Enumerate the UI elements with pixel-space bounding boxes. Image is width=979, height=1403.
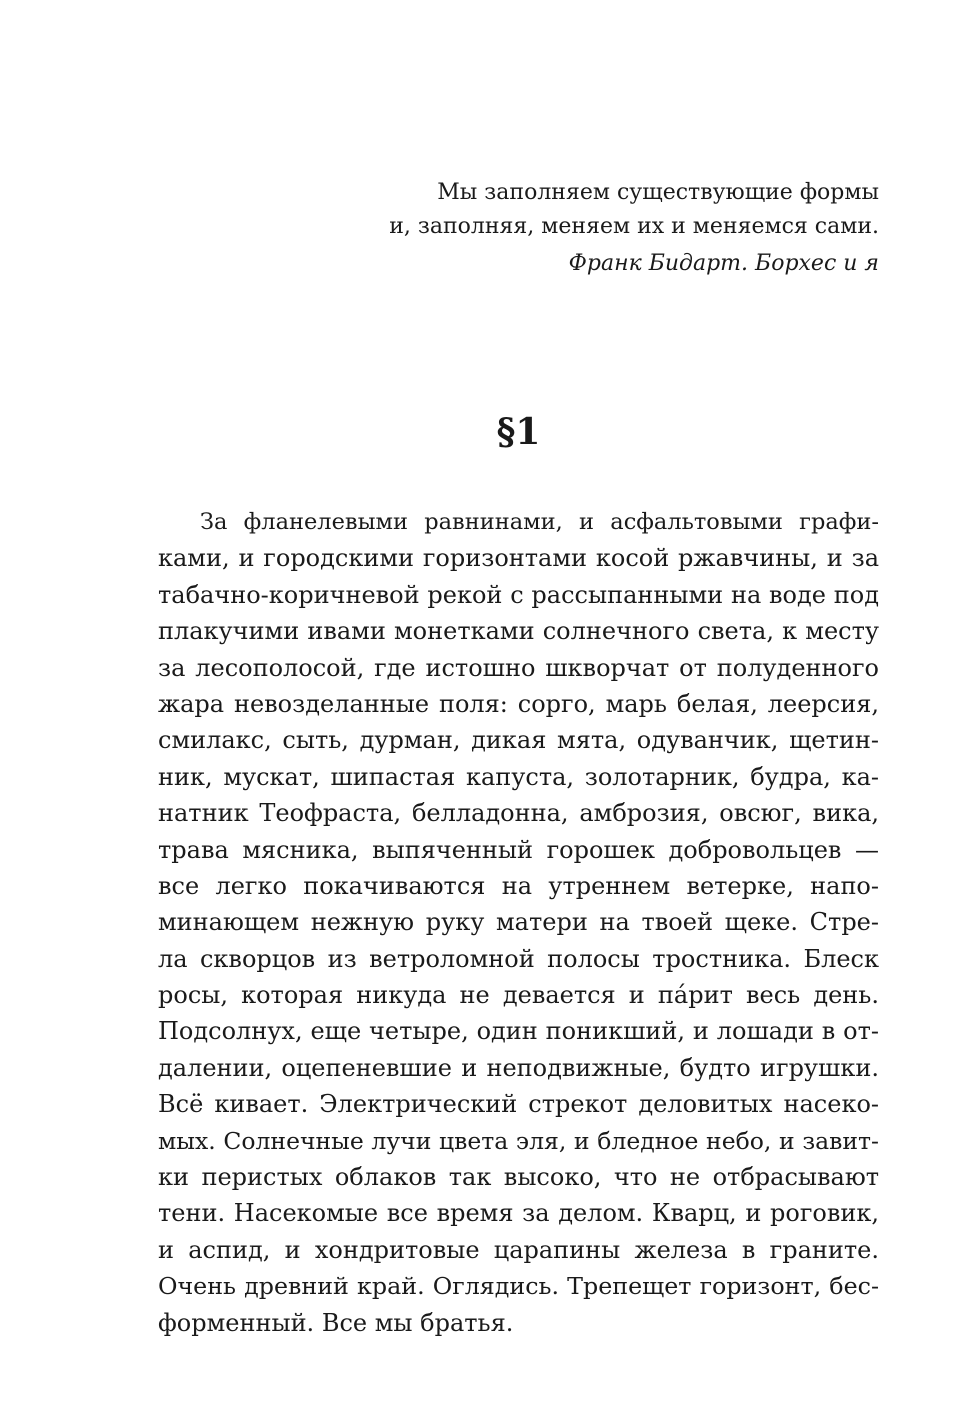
text-line: ник, мускат, шипастая капуста, золотарник, будра, ка-	[158, 762, 879, 791]
text-line: Очень древний край. Оглядись. Трепещет горизонт, бес-	[158, 1272, 879, 1301]
text-line: трава мясника, выпяченный горошек добровольцев —	[158, 835, 879, 864]
text-line: За фланелевыми равнинами, и асфальтовыми графи-	[200, 509, 879, 535]
text-line: смилакс, сыть, дурман, дикая мята, одуванчик, щетин-	[158, 726, 879, 755]
text-line: ками, и городскими горизонтами косой ржавчины, и за	[158, 544, 879, 573]
text-line: тени. Насекомые все время за делом. Кварц, и роговик,	[158, 1199, 879, 1228]
text-line: все легко покачиваются на утреннем ветерке, напо-	[158, 871, 879, 900]
epigraph	[389, 176, 879, 281]
text-line: ки перистых облаков так высоко, что не отбрасывают	[158, 1163, 879, 1192]
text-line: за лесополосой, где истошно шкворчат от полуденного	[158, 653, 879, 682]
epigraph-line: Мы заполняем существующие формы	[437, 180, 879, 205]
epigraph-line: и, заполняя, меняем их и меняемся сами.	[389, 214, 879, 239]
text-line: мых. Солнечные лучи цвета эля, и бледное небо, и завит-	[158, 1126, 879, 1155]
text-line: плакучими ивами монетками солнечного света, к месту	[158, 617, 879, 646]
text-line: далении, оцепеневшие и неподвижные, будто игрушки.	[158, 1053, 879, 1082]
section-title: §1	[496, 411, 541, 453]
text-line: ла скворцов из ветроломной полосы тростника. Блеск	[158, 944, 879, 973]
text-line: Подсолнух, еще четыре, один поникший, и лошади в от-	[158, 1017, 879, 1046]
text-line: табачно-коричневой рекой с рассыпанными на воде под	[158, 580, 879, 609]
body-text	[158, 504, 879, 1341]
text-line: и аспид, и хондритовые царапины железа в граните.	[158, 1235, 879, 1264]
epigraph-attribution: Франк Бидарт. Борхес и я	[568, 251, 879, 276]
text-line: Всё кивает. Электрический стрекот деловитых насеко-	[158, 1090, 879, 1119]
text-line: форменный. Все мы братья.	[158, 1308, 514, 1337]
text-line: натник Теофраста, белладонна, амброзия, овсюг, вика,	[158, 799, 879, 828]
text-line: жара невозделанные поля: сорго, марь белая, леерсия,	[158, 689, 879, 718]
text-line: росы, которая никуда не девается и па́рит весь день.	[158, 981, 879, 1010]
text-line: минающем нежную руку матери на твоей щеке. Стре-	[158, 908, 879, 937]
